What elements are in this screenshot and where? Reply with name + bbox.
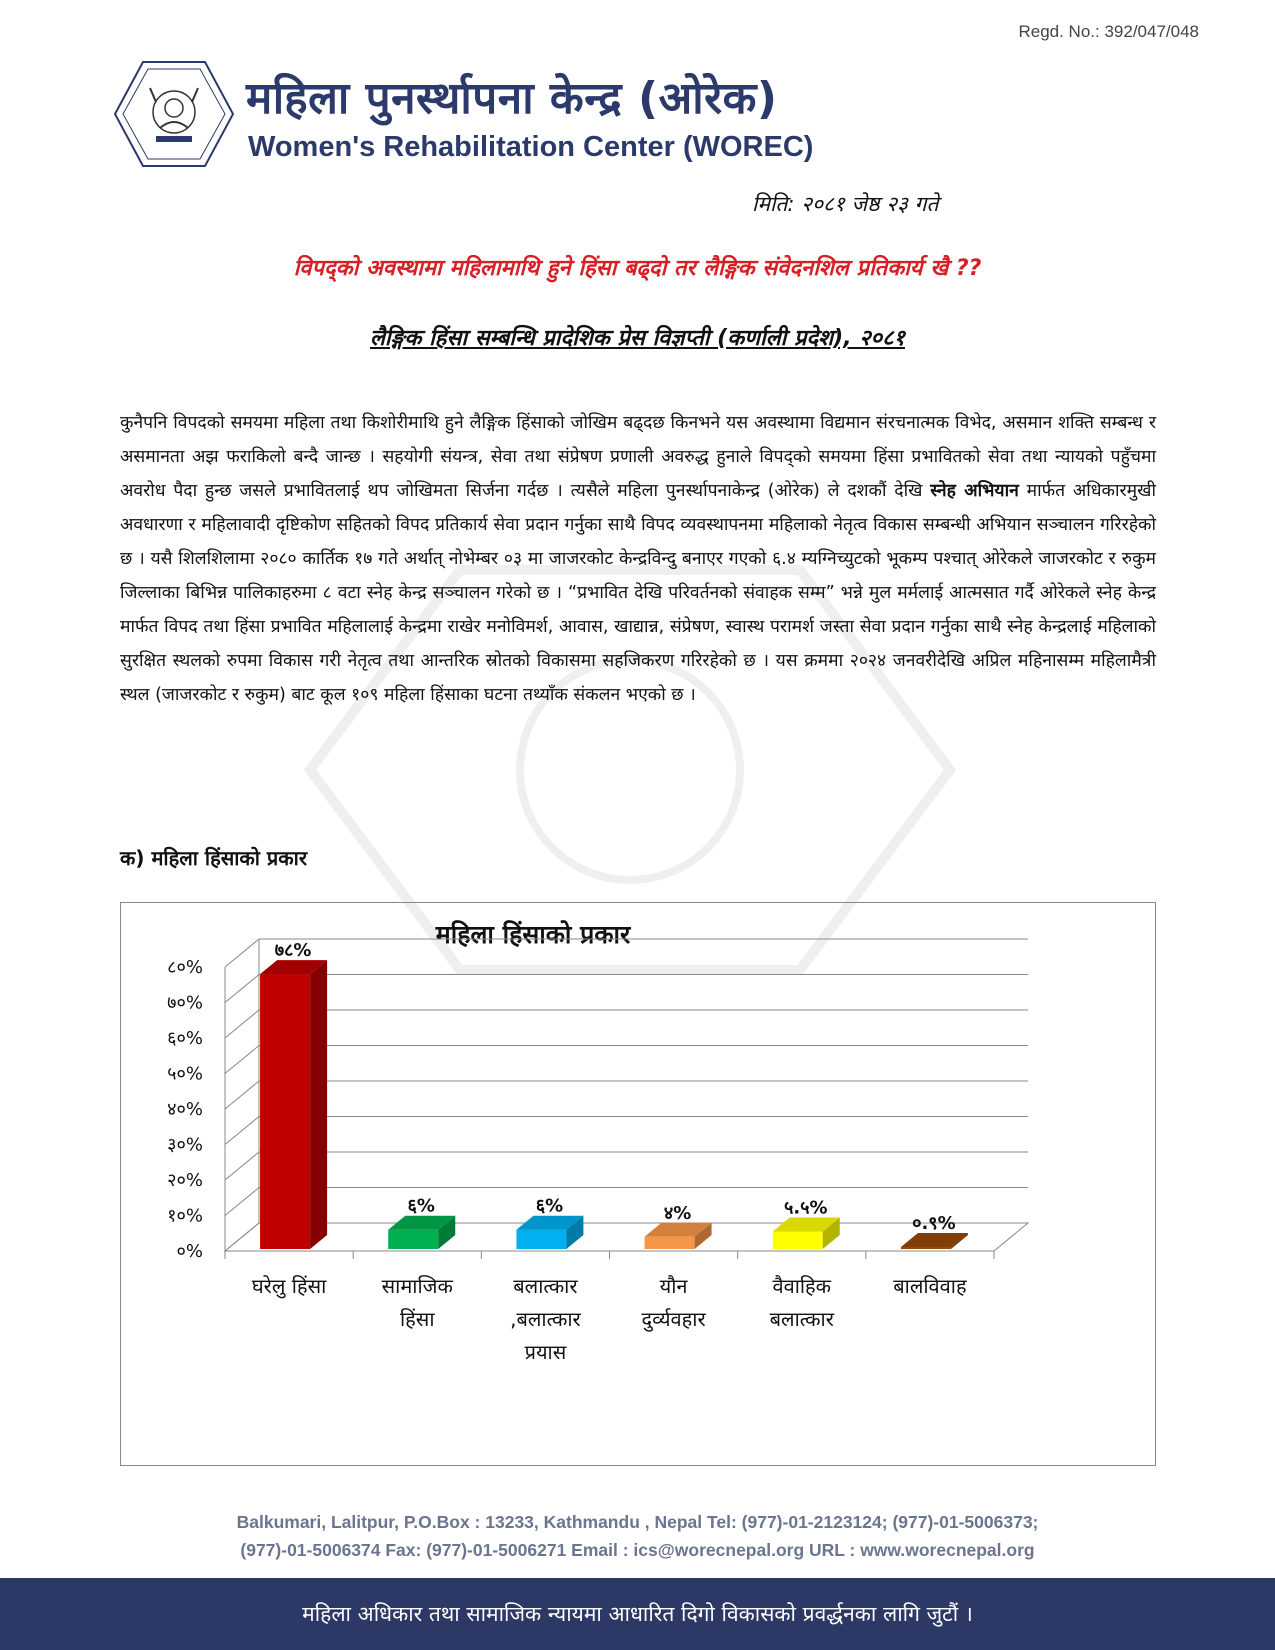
footer-slogan-bar xyxy=(0,1578,1275,1650)
body-bold-campaign: स्नेह अभियान xyxy=(930,481,1019,501)
chart-title: महिला हिंसाको प्रकार xyxy=(435,920,631,949)
data-label: ४% xyxy=(663,1202,692,1224)
section-title: क) महिला हिंसाको प्रकार xyxy=(120,846,308,870)
x-category-label: बलात्कार xyxy=(513,1274,578,1298)
x-category-label: वैवाहिक xyxy=(772,1274,832,1298)
y-tick-label: १०% xyxy=(167,1205,203,1227)
bar-front xyxy=(516,1230,566,1249)
y-tick-label: ६०% xyxy=(167,1028,203,1049)
bar-front xyxy=(773,1231,823,1249)
grid-line-diagonal xyxy=(225,1152,259,1180)
org-name-nepali: महिला पुनर्स्थापना केन्द्र (ओरेक) xyxy=(246,73,778,124)
date: मिति: २०८१ जेष्ठ २३ गते xyxy=(752,192,939,216)
data-label: ०.९% xyxy=(912,1213,956,1234)
grid-line-diagonal xyxy=(225,1010,259,1038)
data-label: ७८% xyxy=(274,940,312,962)
footer-address-line-1: Balkumari, Lalitpur, P.O.Box : 13233, Kathmandu , Nepal Tel: (977)-01-2123124; (977)-01-5006373; xyxy=(236,1512,1039,1532)
bar-front xyxy=(260,974,310,1249)
body-part-2: मार्फत अधिकारमुखी अवधारणा र महिलावादी दृष्टिकोण सहितको विपद प्रतिकार्य सेवा प्रदान गर्नुका साथै विपद व्यवस्थापनमा महिलाको नेतृत्व विकास सम्बन्धी अभियान सञ्चालन गरिरहेको छ । यसै शिलशिलामा २०८० कार्तिक १७ गते अर्थात् नोभेम्बर ०३ मा जाजरकोट केन्द्रविन्दु बनाएर गएको ६.४ म्यग्निच्युटको भूकम्प पश्चात् ओरेकले जाजरकोट र रुकुम जिल्लाका बिभिन्न पालिकाहरुमा ८ वटा स्नेह केन्द्र सञ्चालन गरेको छ । “प्रभावित देखि परिवर्तनको संवाहक सम्म” भन्ने मुल मर्मलाई आत्मसात गर्दै ओरेकले स्नेह केन्द्र मार्फत विपद तथा हिंसा प्रभावित महिलालाई केन्द्रमा राखेर मनोविमर्श, आवास, खाद्यान्न, संप्रेषण, स्वास्थ परामर्श जस्ता सेवा प्रदान गर्नुका साथै स्नेह केन्द्रलाई महिलाको सुरक्षित स्थलको रुपमा विकास गरी नेतृत्व तथा आन्तरिक स्रोतको विकासमा सहजिकरण गरिरहेको छ । यस क्रममा २०२४ जनवरीदेखि अप्रिल महिनासम्म महिलामैत्री स्थल (जाजरकोट र रुकुम) बाट कूल १०९ महिला हिंसाका घटना तथ्याँक संकलन भएको छ । xyxy=(120,481,1156,705)
grid-line-diagonal xyxy=(225,1046,259,1074)
chart-container xyxy=(120,902,1156,1466)
x-category-label: प्रयास xyxy=(524,1340,567,1364)
grid-line-diagonal xyxy=(225,1117,259,1145)
grid-line-diagonal xyxy=(225,939,259,967)
data-label: ५.५% xyxy=(783,1197,828,1219)
bar-front xyxy=(388,1230,438,1249)
y-tick-label: ०% xyxy=(176,1241,203,1262)
bar-side xyxy=(310,960,327,1249)
x-category-label: ,बलात्कार xyxy=(510,1307,581,1331)
data-label: ६% xyxy=(407,1195,435,1217)
press-release-title-text: लैङ्गिक हिंसा सम्बन्धि प्रादेशिक प्रेस विज्ञप्ती (कर्णाली प्रदेश), २०८१ xyxy=(370,326,905,351)
grid-line-diagonal xyxy=(225,1081,259,1109)
y-tick-label: ५०% xyxy=(167,1063,203,1085)
y-tick-label: २०% xyxy=(167,1170,203,1191)
x-category-label: सामाजिक xyxy=(381,1274,453,1298)
grid-line-diagonal xyxy=(225,1188,259,1216)
worec-logo xyxy=(112,58,236,170)
x-category-label: बालविवाह xyxy=(893,1274,967,1298)
x-category-label: घरेलु हिंसा xyxy=(251,1274,327,1298)
x-category-label: यौन xyxy=(659,1274,688,1298)
org-name-english: Women's Rehabilitation Center (WOREC) xyxy=(248,131,814,163)
y-tick-label: ८०% xyxy=(167,957,203,978)
registration-number: Regd. No.: 392/047/048 xyxy=(1018,22,1199,41)
y-tick-label: ३०% xyxy=(167,1134,203,1156)
bar-front xyxy=(645,1237,695,1249)
violence-type-chart xyxy=(121,903,1155,1465)
press-release-title xyxy=(0,322,1275,352)
body-paragraph xyxy=(120,406,1156,712)
footer-address xyxy=(0,1508,1275,1564)
bar-front xyxy=(901,1247,951,1249)
footer-slogan: महिला अधिकार तथा सामाजिक न्यायमा आधारित दिगो विकासको प्रवर्द्धनका लागि जुटौं । xyxy=(302,1602,973,1626)
y-tick-label: ७०% xyxy=(167,992,203,1014)
data-label: ६% xyxy=(535,1195,564,1217)
body-part-1: कुनैपनि विपदको समयमा महिला तथा किशोरीमाथि हुने लैङ्गिक हिंसाको जोखिम बढ्दछ किनभने यस अवस्थामा विद्यमान संरचनात्मक विभेद, असमान शक्ति सम्बन्ध र असमानता अझ फराकिलो बन्दै जान्छ । सहयोगी संयन्त्र, सेवा तथा संप्रेषण प्रणाली अवरुद्ध हुनाले विपद्को समयमा हिंसा प्रभावितको सेवा तथा न्यायको पहुँचमा अवरोध पैदा हुन्छ जसले प्रभावितलाई थप जोखिमता सिर्जना गर्दछ । त्यसैले महिला पुनर्स्थापनाकेन्द्र (ओरेक) ले दशकौं देखि xyxy=(120,413,1156,501)
x-category-label: दुर्व्यवहार xyxy=(641,1307,706,1331)
grid-line-diagonal xyxy=(225,975,259,1003)
x-category-label: बलात्कार xyxy=(769,1307,834,1331)
x-category-label: हिंसा xyxy=(400,1307,435,1331)
y-tick-label: ४०% xyxy=(167,1099,203,1120)
headline: विपद्को अवस्थामा महिलामाथि हुने हिंसा बढ्दो तर लैङ्गिक संवेदनशिल प्रतिकार्य खै ?? xyxy=(293,256,982,281)
footer-address-line-2: (977)-01-5006374 Fax: (977)-01-5006271 Email : ics@worecnepal.org URL : www.worecnepal.org xyxy=(240,1540,1035,1560)
